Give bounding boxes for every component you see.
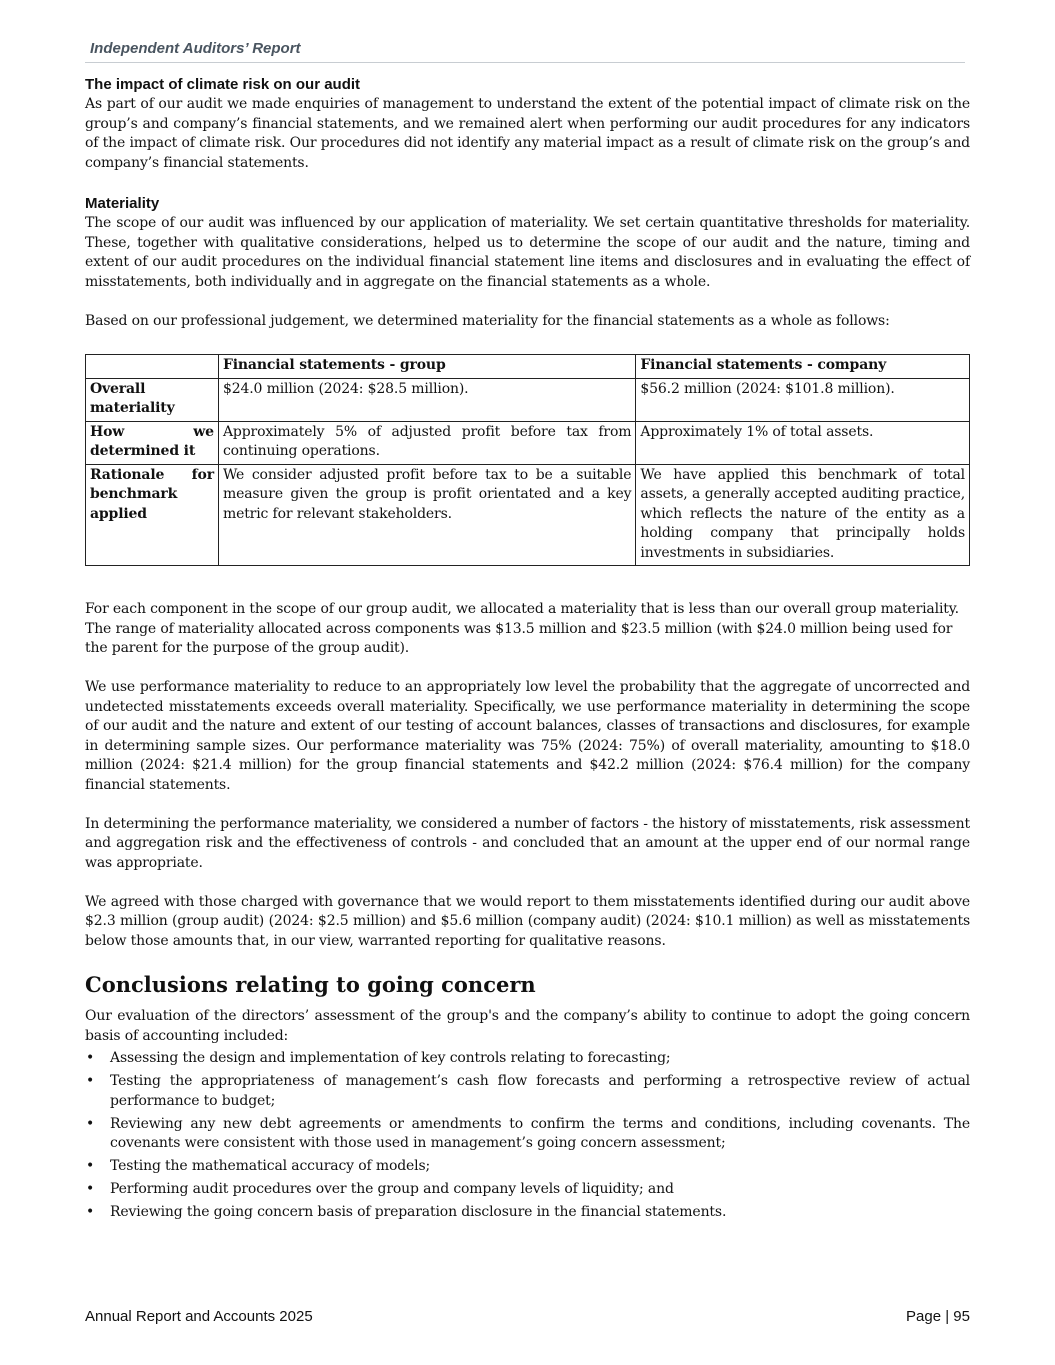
component-materiality-paragraph: For each component in the scope of our group audit, we allocated a materiality that is less than our overall group materiality. The range of materiality allocated across components was $13.5 million and $23.5 million (with $24.0 million being used for the parent for the purpose of the group audit). xyxy=(85,601,959,656)
list-item xyxy=(85,1072,970,1111)
cell-group: Approximately 5% of adjusted profit before tax from continuing operations. xyxy=(218,421,635,464)
list-item-text: Assessing the design and implementation of key controls relating to forecasting; xyxy=(110,1050,671,1066)
list-item xyxy=(85,1203,970,1223)
materiality-section xyxy=(85,194,970,331)
reporting-threshold-paragraph: We agreed with those charged with governance that we would report to them misstatements identified during our audit above $2.3 million (group audit) (2024: $2.5 million) and $5.6 million (company audit) (2024: $10.1 million) as well as misstatements below those amounts that, in our view, warranted reporting for qualitative reasons. xyxy=(85,893,970,949)
list-item-text: Reviewing any new debt agreements or amendments to confirm the terms and conditions, including covenants. The covenants were consistent with those used in management’s going concern assessment; xyxy=(110,1115,970,1151)
going-concern-list xyxy=(85,1049,970,1223)
bullet-icon: • xyxy=(86,1115,95,1132)
list-item xyxy=(85,1157,970,1177)
materiality-table-wrap xyxy=(85,354,970,566)
performance-materiality-paragraph: We use performance materiality to reduce to an appropriately low level the probability that the aggregate of uncorrected and undetected misstatements exceeds overall materiality. Specifically, we use performance materiality in determining the scope of our audit and the nature and extent of our testing of account balances, classes of transactions and disclosures, for example in determining sample sizes. Our performance materiality was 75% (2024: 75%) of overall materiality, amounting to $18.0 million (2024: $21.4 million) for the group financial statements and $42.2 million (2024: $76.4 million) for the company financial statements. xyxy=(85,679,970,793)
materiality-paragraph-2: Based on our professional judgement, we determined materiality for the financial statements as a whole as follows: xyxy=(85,312,890,329)
table-header-row xyxy=(86,355,970,379)
cell-group: We consider adjusted profit before tax to be a suitable measure given the group is profit orientated and a key metric for relevant stakeholders. xyxy=(218,464,635,566)
col-header-group: Financial statements - group xyxy=(218,355,635,379)
climate-paragraph: As part of our audit we made enquiries of management to understand the extent of the potential impact of climate risk on the group’s and company’s financial statements, and we remained alert when performing our audit procedures for any indicators of the impact of climate risk. Our procedures did not identify any material impact as a result of climate risk on the group’s and company’s financial statements. xyxy=(85,96,970,171)
footer-page-number: Page | 95 xyxy=(906,1308,970,1325)
table-corner-cell xyxy=(86,355,219,379)
footer-report-title: Annual Report and Accounts 2025 xyxy=(85,1308,313,1325)
list-item-text: Testing the appropriateness of management’s cash flow forecasts and performing a retrospective review of actual performance to budget; xyxy=(110,1073,970,1109)
bullet-icon: • xyxy=(86,1204,95,1220)
list-item-text: Testing the mathematical accuracy of models; xyxy=(110,1158,431,1174)
going-concern-heading: Conclusions relating to going concern xyxy=(85,972,536,997)
materiality-paragraph-1: The scope of our audit was influenced by our application of materiality. We set certain quantitative thresholds for materiality. These, together with qualitative considerations, helped us to determine the scope of our audit and the nature, timing and extent of our audit procedures on the individual financial statement line items and disclosures and in evaluating the effect of misstatements, both individually and in aggregate on the financial statements as a whole. xyxy=(85,215,970,290)
table-row xyxy=(86,378,970,421)
performance-factors-paragraph: In determining the performance materiality, we considered a number of factors - the history of misstatements, risk assessment and aggregation risk and the effectiveness of controls - and concluded that an amount at the upper end of our normal range was appropriate. xyxy=(85,815,970,871)
going-concern-intro: Our evaluation of the directors’ assessment of the group's and the company’s ability to continue to adopt the going concern basis of accounting included: xyxy=(85,1008,970,1044)
col-header-company: Financial statements - company xyxy=(636,355,970,379)
header-divider xyxy=(85,62,965,63)
bullet-icon: • xyxy=(86,1050,95,1066)
materiality-continued xyxy=(85,600,970,951)
cell-group: $24.0 million (2024: $28.5 million). xyxy=(218,378,635,421)
climate-section xyxy=(85,75,970,173)
table-row xyxy=(86,421,970,464)
table-row xyxy=(86,464,970,566)
row-label: Overall materiality xyxy=(86,378,219,421)
list-item xyxy=(85,1115,970,1154)
running-header: Independent Auditors’ Report xyxy=(90,40,301,57)
going-concern-section xyxy=(85,971,970,1226)
materiality-table xyxy=(85,354,970,566)
bullet-icon: • xyxy=(86,1158,95,1174)
cell-company: We have applied this benchmark of total assets, a generally accepted auditing practice, which reflects the nature of the entity as a holding company that principally holds investments in subsidiaries. xyxy=(636,464,970,566)
list-item-text: Performing audit procedures over the group and company levels of liquidity; and xyxy=(110,1181,674,1197)
climate-heading: The impact of climate risk on our audit xyxy=(85,76,361,93)
list-item-text: Reviewing the going concern basis of preparation disclosure in the financial statements. xyxy=(110,1204,727,1220)
row-label: Rationale for benchmark applied xyxy=(86,464,219,566)
materiality-heading: Materiality xyxy=(85,195,160,212)
bullet-icon: • xyxy=(86,1181,95,1197)
row-label: How we determined it xyxy=(86,421,219,464)
cell-company: $56.2 million (2024: $101.8 million). xyxy=(636,378,970,421)
bullet-icon: • xyxy=(86,1073,95,1089)
list-item xyxy=(85,1049,970,1069)
cell-company: Approximately 1% of total assets. xyxy=(636,421,970,464)
list-item xyxy=(85,1180,970,1200)
